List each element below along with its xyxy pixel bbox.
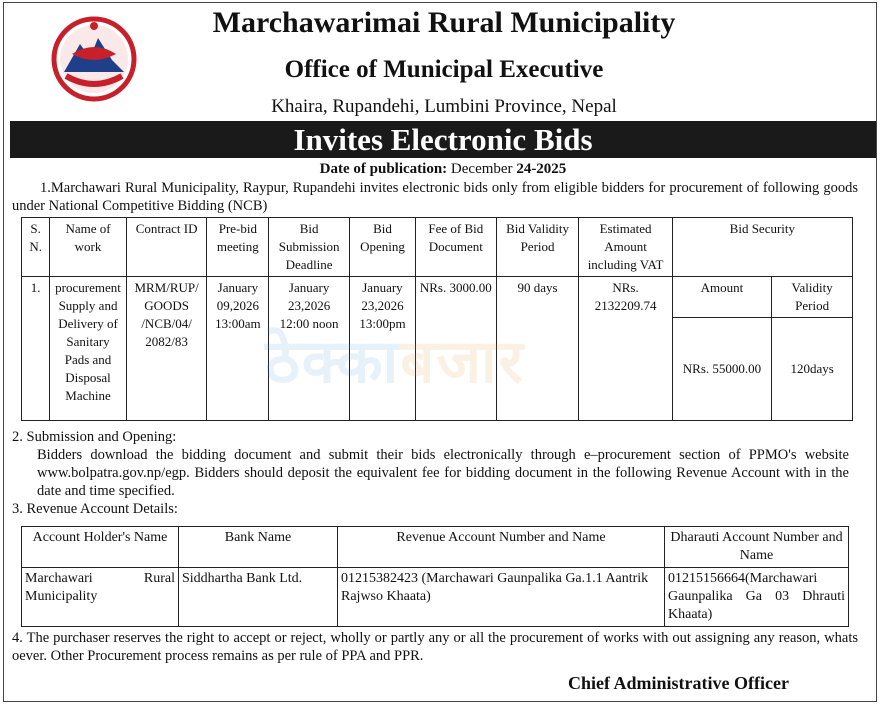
cell-security-amount: NRs. 55000.00: [672, 318, 772, 421]
header-name-of-work: Name of work: [50, 218, 126, 277]
header-deadline: Bid Submission Deadline: [269, 218, 350, 277]
invites-bids-banner: Invites Electronic Bids: [10, 121, 876, 158]
header-dharauti-account: Dharauti Account Number and Name: [665, 527, 849, 568]
bid-table-header-row: [22, 218, 853, 277]
cell-fee: NRs. 3000.00: [415, 277, 496, 421]
header-revenue-account: Revenue Account Number and Name: [338, 527, 665, 568]
intro-paragraph: 1.Marchawari Rural Municipality, Raypur, Rupandehi invites electronic bids only from eligible bidders for procurement of following goods under National Competitive Bidding (NCB): [12, 180, 858, 214]
address: Khaira, Rupandehi, Lumbini Province, Nepal: [271, 96, 617, 117]
cell-prebid: January 09,2026 13:00am: [207, 277, 269, 421]
cell-opening: January 23,2026 13:00pm: [349, 277, 415, 421]
thekka-bazar-watermark: ठेक्काबजार: [265, 327, 526, 397]
cell-estimate: NRs. 2132209.74: [579, 277, 672, 421]
signature-title: Chief Administrative Officer: [568, 673, 789, 693]
cell-work: procurement Supply and Delivery of Sanitary Pads and Disposal Machine: [50, 277, 126, 421]
section2-title: 2. Submission and Opening:: [12, 429, 177, 445]
nepal-emblem-logo: [42, 10, 146, 108]
cell-bank-name: Siddhartha Bank Ltd.: [179, 568, 338, 627]
header-opening: Bid Opening: [349, 218, 415, 277]
cell-validity: 90 days: [496, 277, 579, 421]
header-fee: Fee of Bid Document: [415, 218, 496, 277]
cell-account-holder: Marchawari Rural Municipality: [22, 568, 179, 627]
cell-dharauti-account: 01215156664(Marchawari Gaunpalika Ga 03 Dhrauti Khaata): [665, 568, 849, 627]
section4-paragraph: 4. The purchaser reserves the right to accept or reject, wholly or partly any or all the procurement of works with out assigning any reason, whats oever. Other Procurement process remains as per rule of PPA and PPR.: [12, 630, 858, 664]
account-table-header-row: [22, 527, 849, 568]
account-table: [21, 526, 849, 627]
cell-security-validity: 120days: [772, 318, 853, 421]
table-row: [22, 277, 853, 318]
cell-revenue-account: 01215382423 (Marchawari Gaunpalika Ga.1.1 Aantrik Rajwso Khaata): [338, 568, 665, 627]
header-bank-name: Bank Name: [179, 527, 338, 568]
header-account-holder: Account Holder's Name: [22, 527, 179, 568]
section2-body: Bidders download the bidding document and submit their bids electronically through e–procurement section of PPMO's website www.bolpatra.gov.np/egp. Bidders should deposit the equivalent fee for bidding document in the following Revenue Account with in the date and time specified.: [37, 447, 849, 499]
header-validity: Bid Validity Period: [496, 218, 579, 277]
cell-deadline: January 23,2026 12:00 noon: [269, 277, 350, 421]
municipality-title: Marchawarimai Rural Municipality: [212, 6, 676, 39]
section3-title: 3. Revenue Account Details:: [12, 501, 178, 517]
header-security-amount: Amount: [672, 277, 772, 318]
header-bid-security: Bid Security: [672, 218, 852, 277]
header-sn: S. N.: [22, 218, 50, 277]
header-security-validity: Validity Period: [772, 277, 853, 318]
cell-sn: 1.: [22, 277, 50, 421]
office-title: Office of Municipal Executive: [284, 56, 604, 83]
header-prebid: Pre-bid meeting: [207, 218, 269, 277]
header-contract-id: Contract ID: [126, 218, 207, 277]
header-estimate: Estimated Amount including VAT: [579, 218, 672, 277]
table-row: [22, 568, 849, 627]
cell-contract-id: MRM/RUP/ GOODS /NCB/04/ 2082/83: [126, 277, 207, 421]
publication-date: Date of publication: December 24-2025: [319, 161, 567, 177]
